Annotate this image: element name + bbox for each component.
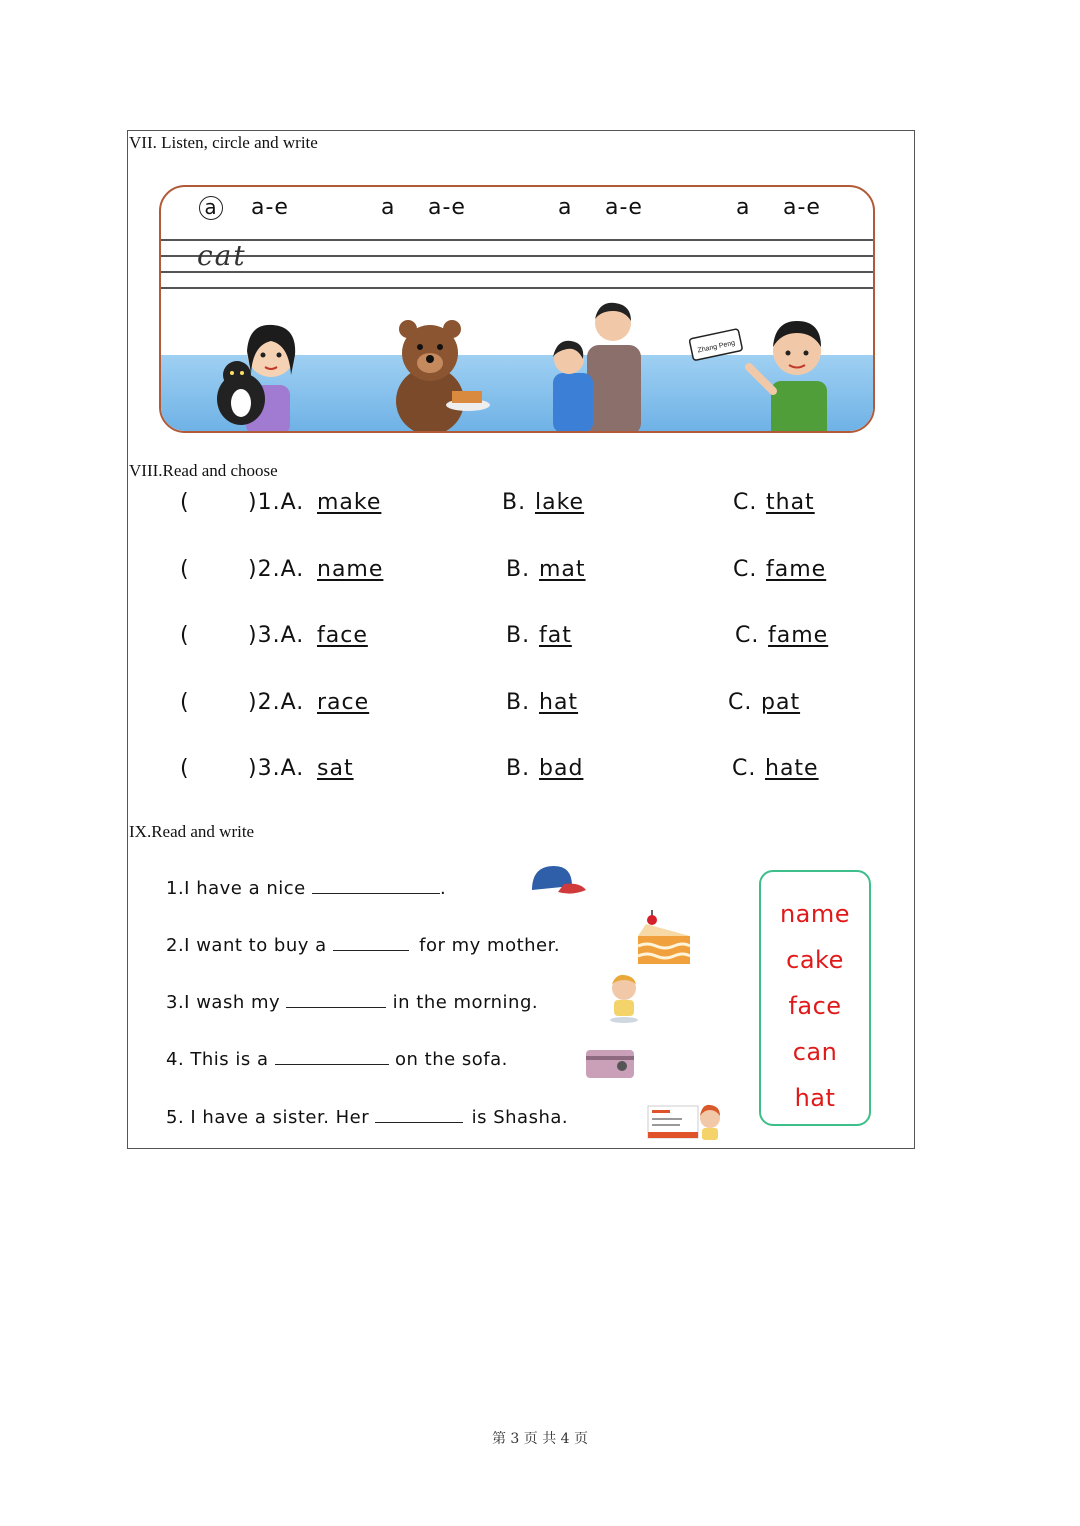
girl-with-cat-illustration — [201, 315, 311, 431]
answer-blank[interactable] — [375, 1106, 463, 1123]
word-bank-item: name — [779, 900, 851, 928]
option-c-label: C. — [733, 490, 758, 515]
answer-blank[interactable] — [286, 991, 386, 1008]
sentence-3 — [166, 991, 538, 1013]
page-number-footer: 第 3 页 共 4 页 — [491, 1431, 589, 1447]
boy-with-name-card-illustration — [689, 307, 839, 431]
option-b-label: B. — [506, 690, 531, 715]
option-c[interactable]: that — [766, 490, 815, 515]
option-a-2[interactable]: a — [381, 195, 396, 220]
option-c-label: C. — [728, 690, 753, 715]
sentence-1 — [166, 877, 446, 899]
option-b-label: B. — [502, 490, 527, 515]
listen-circle-board — [159, 185, 875, 433]
answer-blank[interactable] — [275, 1048, 389, 1065]
answer-paren[interactable]: ( — [180, 623, 190, 648]
option-c-label: C. — [735, 623, 760, 648]
option-c-label: C. — [732, 756, 757, 781]
sentence-2 — [166, 934, 560, 956]
writing-line — [161, 287, 873, 289]
option-c[interactable]: hate — [765, 756, 819, 781]
word-bank-item: cake — [786, 946, 844, 974]
name-card-icon — [646, 1100, 726, 1142]
question-number: )3.A. — [248, 623, 305, 648]
option-a-1[interactable]: a — [199, 195, 223, 220]
choice-row — [0, 623, 1080, 659]
sentence-text: is Shasha. — [471, 1107, 569, 1128]
option-a[interactable]: make — [317, 490, 382, 515]
bear-with-cake-illustration — [386, 317, 496, 431]
word-bank-item: can — [792, 1038, 838, 1066]
choice-row — [0, 690, 1080, 726]
sentence-text: 4. This is a — [166, 1049, 269, 1070]
sentence-text: in the morning. — [392, 992, 539, 1013]
name-card-text: Zhang Peng — [696, 339, 736, 355]
option-b[interactable]: hat — [539, 690, 579, 715]
option-a-3[interactable]: a — [558, 195, 573, 220]
sentence-text: for my mother. — [419, 935, 561, 956]
option-b-label: B. — [506, 756, 531, 781]
example-answer: cat — [197, 239, 247, 272]
option-a[interactable]: sat — [317, 756, 354, 781]
question-number: )3.A. — [248, 756, 305, 781]
writing-line — [161, 255, 873, 257]
question-number: )2.A. — [248, 690, 305, 715]
option-b[interactable]: mat — [539, 557, 586, 582]
option-a-4[interactable]: a — [736, 195, 751, 220]
option-b-label: B. — [506, 623, 531, 648]
option-b[interactable]: lake — [535, 490, 585, 515]
option-b[interactable]: fat — [539, 623, 572, 648]
option-b[interactable]: bad — [539, 756, 584, 781]
answer-paren[interactable]: ( — [180, 690, 190, 715]
sentence-4 — [166, 1048, 508, 1070]
answer-paren[interactable]: ( — [180, 557, 190, 582]
choice-row — [0, 557, 1080, 593]
option-ae-4[interactable]: a-e — [783, 195, 821, 220]
option-a[interactable]: face — [317, 623, 368, 648]
answer-blank[interactable] — [312, 877, 440, 894]
sentence-text: 5. I have a sister. Her — [166, 1107, 370, 1128]
father-and-child-illustration — [539, 299, 659, 431]
word-bank-item: hat — [794, 1084, 836, 1112]
answer-blank[interactable] — [333, 934, 409, 951]
cake-icon — [634, 906, 694, 968]
writing-line — [161, 239, 873, 241]
option-c-label: C. — [733, 557, 758, 582]
question-number: )2.A. — [248, 557, 305, 582]
choice-row — [0, 490, 1080, 526]
option-ae-3[interactable]: a-e — [605, 195, 643, 220]
option-a[interactable]: race — [317, 690, 370, 715]
option-c[interactable]: fame — [766, 557, 827, 582]
section8-title: VIII.Read and choose — [129, 461, 278, 480]
option-c[interactable]: fame — [768, 623, 829, 648]
word-bank-item: face — [788, 992, 842, 1020]
answer-paren[interactable]: ( — [180, 756, 190, 781]
option-b-label: B. — [506, 557, 531, 582]
sentence-5 — [166, 1106, 568, 1128]
option-a[interactable]: name — [317, 557, 384, 582]
answer-paren[interactable]: ( — [180, 490, 190, 515]
choice-row — [0, 756, 1080, 792]
section9-title: IX.Read and write — [129, 822, 255, 841]
writing-line — [161, 271, 873, 273]
question-number: )1.A. — [248, 490, 305, 515]
hat-icon — [528, 862, 588, 900]
sentence-text: 3.I wash my — [166, 992, 281, 1013]
word-bank — [759, 870, 871, 1126]
can-icon — [584, 1046, 636, 1082]
option-ae-2[interactable]: a-e — [428, 195, 466, 220]
sentence-text: . — [439, 878, 447, 899]
option-c[interactable]: pat — [761, 690, 801, 715]
sentence-text: 2.I want to buy a — [166, 935, 327, 956]
child-washing-face-icon — [606, 972, 642, 1024]
option-ae-1[interactable]: a-e — [251, 195, 289, 220]
sentence-text: 1.I have a nice — [166, 878, 306, 899]
section7-title: VII. Listen, circle and write — [129, 133, 318, 152]
sentence-text: on the sofa. — [395, 1049, 508, 1070]
